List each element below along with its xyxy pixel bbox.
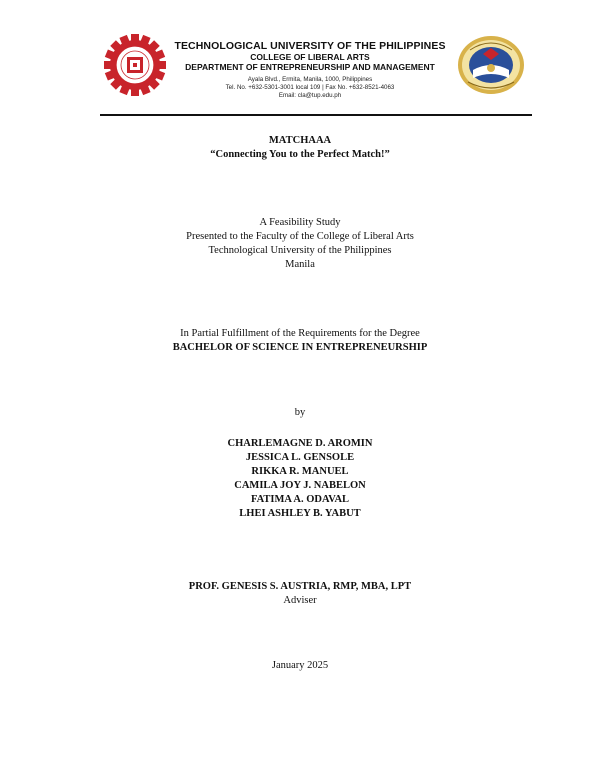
letterhead-text <box>170 40 450 100</box>
project-title: MATCHAAA <box>268 135 332 146</box>
department-name: DEPARTMENT OF ENTREPRENEURSHIP AND MANAGEMENT <box>185 62 435 72</box>
author-name: LHEI ASHLEY B. YABUT <box>239 508 361 519</box>
adviser-role: Adviser <box>283 595 317 606</box>
phone-line: Tel. No. +632-5301-3001 local 109 | Fax No. +632-8521-4063 <box>225 84 395 91</box>
title-section <box>0 134 600 162</box>
institution-name: TECHNOLOGICAL UNIVERSITY OF THE PHILIPPINES <box>174 40 446 52</box>
university-line: Technological University of the Philippines <box>208 245 392 256</box>
author-name: RIKKA R. MANUEL <box>251 466 349 477</box>
college-name: COLLEGE OF LIBERAL ARTS <box>250 52 370 62</box>
adviser-section <box>0 580 600 608</box>
authors-list <box>0 437 600 521</box>
fulfillment-line: In Partial Fulfillment of the Requirements for the Degree <box>180 328 420 339</box>
fulfillment-section <box>0 327 600 355</box>
submission-date: January 2025 <box>271 660 329 671</box>
project-tagline: “Connecting You to the Perfect Match!” <box>210 149 390 160</box>
header-divider <box>100 114 532 116</box>
study-type: A Feasibility Study <box>259 217 341 228</box>
email-line: Email: cla@tup.edu.ph <box>278 92 342 99</box>
adviser-name: PROF. GENESIS S. AUSTRIA, RMP, MBA, LPT <box>188 581 412 592</box>
degree-name: BACHELOR OF SCIENCE IN ENTREPRENEURSHIP <box>172 342 428 353</box>
tup-gear-seal-icon <box>104 34 166 96</box>
college-of-liberal-arts-seal-icon <box>456 34 526 96</box>
author-name: FATIMA A. ODAVAL <box>250 494 350 505</box>
by-label: by <box>294 407 306 418</box>
letterhead <box>100 28 532 112</box>
address-line: Ayala Blvd., Ermita, Manila, 1000, Philippines <box>247 76 373 83</box>
study-section <box>0 216 600 272</box>
author-name: JESSICA L. GENSOLE <box>245 452 355 463</box>
author-name: CHARLEMAGNE D. AROMIN <box>227 438 373 449</box>
city-line: Manila <box>285 259 315 270</box>
author-name: CAMILA JOY J. NABELON <box>234 480 366 491</box>
presented-to-line: Presented to the Faculty of the College of Liberal Arts <box>186 231 414 242</box>
